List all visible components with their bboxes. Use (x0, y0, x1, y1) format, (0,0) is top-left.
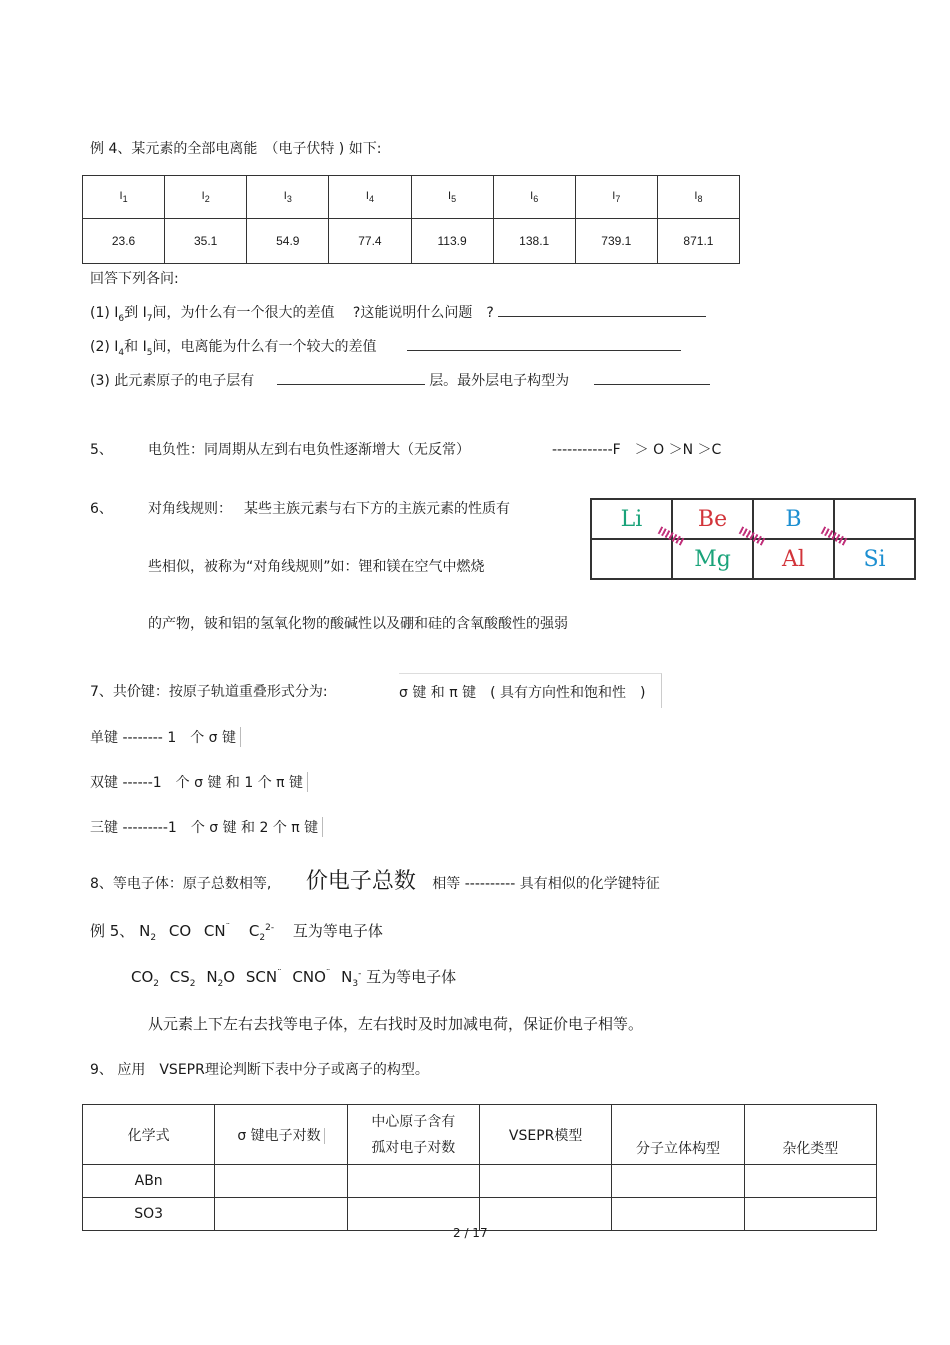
table-row (83, 1165, 877, 1198)
answer-blank-1[interactable] (498, 302, 706, 317)
value-cell: 77.4 (329, 219, 411, 264)
header-cell: $I_6$ (493, 176, 575, 219)
section-6-number: 6、 (90, 501, 113, 517)
element-si: Si (834, 539, 915, 579)
header-cell: $I_2$ (165, 176, 247, 219)
header-cell: $I_1$ (83, 176, 165, 219)
species: $N_2$ (139, 922, 157, 943)
ionization-header-row (83, 176, 740, 219)
answer-blank-3a[interactable] (277, 370, 425, 385)
species: CN¨ (203, 922, 231, 940)
header-cell: $I_8$ (657, 176, 739, 219)
section-9-title: 9、 应用 VSEPR理论判断下表中分子或离子的构型。 (90, 1062, 429, 1078)
section-5-text: 电负性：同周期从左到右电负性逐渐增大（无反常） (148, 442, 470, 458)
answer-cell[interactable] (612, 1198, 744, 1231)
header-cell: $I_4$ (329, 176, 411, 219)
ionization-value-row (83, 219, 740, 264)
diagonal-rule-diagram (590, 498, 916, 580)
species: $C_2^{2-}$ (248, 922, 275, 943)
element-al: Al (753, 539, 834, 579)
species: SCN¨ (245, 968, 282, 986)
vsepr-table (82, 1104, 877, 1231)
value-cell: 113.9 (411, 219, 493, 264)
header-cell: $I_7$ (575, 176, 657, 219)
value-cell: 138.1 (493, 219, 575, 264)
species: CNO¨ (292, 968, 331, 986)
element-mg: Mg (672, 539, 753, 579)
answer-cell[interactable] (744, 1198, 876, 1231)
section-6-line-1: 对角线规则： 某些主族元素与右下方的主族元素的性质有 (148, 501, 510, 517)
example-5-line-2: $CO_2$ $CS_2$ $N_2O$ SCN¨ CNO¨ $N_3^-$ 互为等电子体 (131, 968, 457, 989)
answer-cell[interactable] (612, 1165, 744, 1198)
element-li: Li (591, 499, 672, 539)
single-bond-line: 单键 -------- 1 个 σ 键 (90, 727, 241, 747)
value-cell: 739.1 (575, 219, 657, 264)
answer-cell[interactable] (479, 1165, 611, 1198)
answer-cell[interactable] (347, 1165, 479, 1198)
species: $CS_2$ (169, 968, 196, 989)
example-5-note: 从元素上下左右去找等电子体，左右找时及时加减电荷，保证价电子相等。 (148, 1015, 644, 1033)
electronegativity-sequence: ------------F ＞ O ＞N ＞C (552, 442, 722, 458)
species: $CO_2$ (131, 968, 160, 989)
empty-cell (834, 499, 915, 539)
formula-cell: ABn (83, 1165, 215, 1198)
value-cell: 871.1 (657, 219, 739, 264)
species: $N_3^-$ (341, 968, 362, 989)
header-vsepr-model: VSEPR模型 (479, 1105, 611, 1165)
page-number: 2 / 17 (453, 1226, 488, 1240)
answer-blank-3b[interactable] (594, 370, 710, 385)
double-bond-line: 双键 ------1 个 σ 键 和 1 个 π 键 (90, 772, 308, 792)
answer-blank-2[interactable] (407, 336, 681, 351)
species: CO (168, 922, 192, 940)
answer-cell[interactable] (215, 1198, 347, 1231)
value-cell: 54.9 (247, 219, 329, 264)
empty-cell (591, 539, 672, 579)
section-8: 8、等电子体：原子总数相等, 价电子总数 相等 ---------- 具有相似的化学键特征 (90, 869, 660, 894)
ex4-prompt: 回答下列各问: (90, 271, 179, 287)
section-5-number: 5、 (90, 442, 113, 458)
header-cell: $I_3$ (247, 176, 329, 219)
bond-type-box: σ 键 和 π 键 ( 具有方向性和饱和性 ) (399, 673, 662, 708)
value-cell: 23.6 (83, 219, 165, 264)
ex4-title: 例 4、某元素的全部电离能 （电子伏特 ) 如下: (90, 141, 382, 157)
example-5-line-1: 例 5、 $N_2$ CO CN¨ $C_2^{2-}$ 互为等电子体 (90, 922, 383, 943)
header-sigma-pairs: σ 键电子对数 (215, 1105, 347, 1165)
species: $N_2O$ (206, 968, 236, 989)
question-3: (3) 此元素原子的电子层有 层。最外层电子构型为 (90, 370, 710, 390)
triple-bond-line: 三键 ---------1 个 σ 键 和 2 个 π 键 (90, 817, 323, 837)
answer-cell[interactable] (744, 1165, 876, 1198)
value-cell: 35.1 (165, 219, 247, 264)
answer-cell[interactable] (479, 1198, 611, 1231)
header-hybridization: 杂化类型 (744, 1105, 876, 1165)
answer-cell[interactable] (215, 1165, 347, 1198)
vsepr-header-row (83, 1105, 877, 1165)
ionization-energy-table (82, 175, 740, 264)
valence-electron-emphasis: 价电子总数 (305, 869, 416, 894)
element-be: Be (672, 499, 753, 539)
section-7-title: 7、共价键：按原子轨道重叠形式分为: (90, 684, 328, 700)
section-6-line-3: 的产物，铍和铝的氢氧化物的酸碱性以及硼和硅的含氧酸酸性的强弱 (148, 616, 568, 632)
question-1: (1) $I_6$到 $I_7$间，为什么有一个很大的差值 ?这能说明什么问题 ? (90, 302, 706, 324)
header-cell: $I_5$ (411, 176, 493, 219)
section-6-line-2: 些相似，被称为“对角线规则”如：锂和镁在空气中燃烧 (148, 559, 485, 575)
header-formula: 化学式 (83, 1105, 215, 1165)
question-2: (2) $I_4$和 $I_5$间，电离能为什么有一个较大的差值 (90, 336, 681, 358)
formula-cell: SO3 (83, 1198, 215, 1231)
header-lone-pairs: 中心原子含有 孤对电子对数 (347, 1105, 479, 1165)
element-b: B (753, 499, 834, 539)
header-molecular-geometry: 分子立体构型 (612, 1105, 744, 1165)
